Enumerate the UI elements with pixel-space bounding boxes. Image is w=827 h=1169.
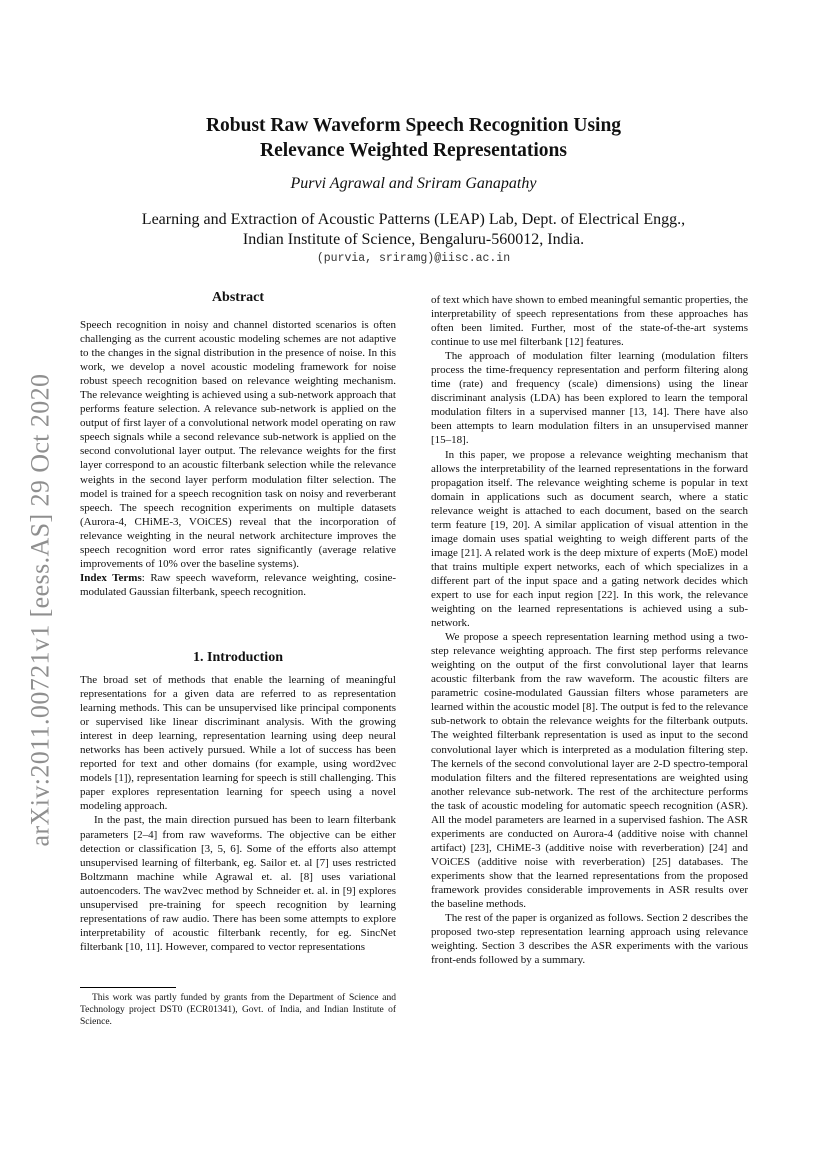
title-line-1: Robust Raw Waveform Speech Recognition Using — [205, 115, 622, 136]
abstract-heading: Abstract — [211, 290, 265, 305]
intro-paragraph: The approach of modulation filter learning (modulation filters process the time-frequency representation and perform filtering along time (rate) and frequency (scale) dimensions) using the linear discriminant analysis (LDA) has been explored to learn the temporal modulation filters in a supervised manner [13, 14]. There have also been attempts to learn modulation filters in an unsupervised manner [15–18]. — [431, 350, 748, 447]
affiliation-line-1: Learning and Extraction of Acoustic Patterns (LEAP) Lab, Dept. of Electrical Engg., — [141, 211, 686, 228]
arxiv-identifier-stamp — [17, 350, 63, 870]
intro-paragraph: The rest of the paper is organized as follows. Section 2 describes the proposed two-step representation learning approach using relevance weighting. Section 3 describes the ASR experiments with the various front-ends followed by a summary. — [431, 912, 748, 967]
introduction-left-column — [80, 673, 396, 954]
arxiv-id-text: arXiv:2011.00721v1 [eess.AS] 29 Oct 2020 — [25, 373, 54, 847]
index-terms-text: : Raw speech waveform, relevance weighting, cosine-modulated Gaussian filterbank, speech recognition. — [80, 571, 396, 598]
index-terms — [80, 571, 396, 599]
paper-title — [100, 113, 727, 163]
affiliation-line-2: Indian Institute of Science, Bengaluru-560012, India. — [242, 231, 585, 248]
intro-paragraph: of text which have shown to embed meaningful semantic properties, the interpretability of speech representations from these approaches has often been limited. Further, most of the state-of-the-art systems continue to use mel filterbank [12] features. — [431, 294, 748, 349]
funding-footnote: This work was partly funded by grants from the Department of Science and Technology project DST0 (ECR01341), Govt. of India, and Indian Institute of Science. — [80, 993, 396, 1027]
introduction-right-column — [431, 293, 748, 967]
author-email: (purvia, sriramg)@iisc.ac.in — [316, 252, 511, 265]
abstract-body — [80, 318, 396, 599]
title-line-2: Relevance Weighted Representations — [260, 140, 567, 161]
footnote-divider — [80, 987, 176, 988]
intro-paragraph: In this paper, we propose a relevance weighting mechanism that allows the interpretability of the learned representations in the forward propagation itself. The relevance weighting scheme is popular in text domain in applications such as document search, where a static relevance weight is attached to each document, based on the search term feature [19, 20]. A similar application of visual attention in the image domain uses spatial weighting to weigh different parts of the image [21]. A related work is the deep mixture of experts (MoE) model that trains multiple expert networks, each of which specializes in a different part of the input space and a gating network decides which expert to use for each input region [22]. In this work, the relevance weighting on the learned representations is achieved using a sub-network. — [431, 448, 748, 630]
intro-paragraph: We propose a speech representation learning method using a two-step relevance weighting approach. The first step performs relevance weighting on the output of the first convolutional layer that learns acoustic filterbank from the raw waveform. The acoustic filters are parametric cosine-modulated Gaussian filters whose parameters are learned within the acoustic model [8]. The output is fed to the relevance sub-network to obtain the relevance weights for the filterbank outputs. The weighted filterbank representation is used as input to the second convolutional layer which is interpreted as a modulation filtering step. The kernels of the second convolutional layer are 2-D spectro-temporal modulation filters and the filtered representations are weighted using another relevance sub-network. The rest of the architecture performs the task of acoustic modeling for automatic speech recognition (ASR). All the model parameters are learned in a supervised fashion. The ASR experiments are conducted on Aurora-4 (additive noise with channel artifact) [23], CHiME-3 (additive noise with reverberation) [24] and VOiCES (additive noise with reverberation) [25] databases. The experiments show that the learned representations from the proposed framework provides considerable improvements in ASR results over the baseline methods. — [431, 631, 748, 911]
authors: Purvi Agrawal and Sriram Ganapathy — [290, 175, 537, 192]
intro-paragraph: In the past, the main direction pursued has been to learn filterbank parameters [2–4] from raw waveforms. The objective can be either detection or classification [3, 5, 6]. Some of the efforts also attempt unsupervised learning of filterbank, eg. Sailor et. al [7] uses restricted Boltzmann machine while Agrawal et. al. [8] uses variational autoencoders. The wav2vec method by Schneider et. al. in [9] explores unsupervised pre-training for speech recognition by learning representations of raw audio. There has been some attempts to explore interpretability of acoustic filterbank recently, for eg. SincNet filterbank [10, 11]. However, compared to vector representations — [80, 814, 396, 953]
index-terms-label: Index Terms — [80, 571, 142, 584]
affiliation — [100, 210, 727, 250]
abstract-text: Speech recognition in noisy and channel distorted scenarios is often challenging as the current acoustic modeling schemes are not adaptive to the changes in the signal distribution in the presence of noise. In this work, we develop a novel acoustic modeling framework for noise robust speech recognition based on relevance weighting mechanism. The relevance weighting is achieved using a sub-network approach that performs feature selection. A relevance sub-network is applied on the output of first layer of a convolutional network model operating on raw speech signals while a second relevance sub-network is applied on the second convolutional layer output. The relevance weights for the first layer correspond to an acoustic filterbank selection while the relevance weights in the second layer perform modulation filter selection. The model is trained for a speech recognition task on noisy and reverberant speech. The speech recognition experiments on multiple datasets (Aurora-4, CHiME-3, VOiCES) reveal that the incorporation of relevance weighting in the neural network architecture improves the speech recognition word error rates significantly (average relative improvements of 10% over the baseline systems). — [80, 319, 396, 570]
introduction-heading: 1. Introduction — [193, 650, 283, 665]
intro-paragraph: The broad set of methods that enable the learning of meaningful representations for a given data are referred to as representation learning methods. This can be unsupervised like principal components or supervised like linear discriminant analysis. With the growing interest in deep learning, representation learning using deep neural networks has been actively pursued. While a lot of success has been reported for text and other domains (for example, using word2vec models [1]), representation learning for speech is still challenging. This paper explores representation learning for speech using a novel modeling approach. — [80, 674, 396, 813]
